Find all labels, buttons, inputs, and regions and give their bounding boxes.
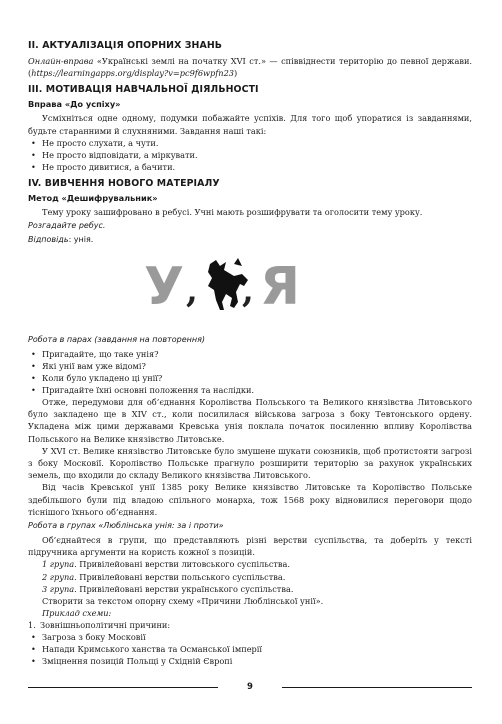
scheme-list xyxy=(28,631,472,667)
history-paragraph-2: У XVI ст. Велике князівство Литовське було змушене шукати союзників, щоб протистояти загрозі з боку Московії. Королівство Польське прагнуло розширити територію за рахунок українських земель, що входили до складу Великого князівства Литовського. xyxy=(28,445,472,481)
group-2-label: 2 група. xyxy=(42,571,77,582)
scheme-example-label: Приклад схеми: xyxy=(42,608,112,619)
exercise-title: Вправа «До успіху» xyxy=(28,99,121,110)
online-exercise-text: «Українські землі на початку XVI ст.» — співвіднести територію до певної держави. ( xyxy=(28,56,472,79)
rebus-comma: , xyxy=(186,271,198,312)
footer-rule-right xyxy=(282,687,472,688)
online-exercise-label: Онлайн-вправа xyxy=(28,56,94,66)
list-item: • Які унії вам уже відомі? xyxy=(28,360,472,372)
groups-task-title: Робота в групах «Люблінська унія: за і проти» xyxy=(28,521,224,531)
method-paragraph: Тему уроку зашифровано в ребусі. Учні мають розшифрувати та оголосити тему уроку. xyxy=(42,206,423,217)
list-item: • Пригадайте, що таке унія? xyxy=(28,348,472,360)
pairs-list xyxy=(28,348,472,396)
method-title: Метод «Дешифрувальник» xyxy=(28,192,158,203)
online-exercise-link[interactable]: https://learningapps.org/display?v=pc9f6wpfn23 xyxy=(31,68,234,79)
motivation-paragraph: Усміхніться одне одному, подумки побажайте успіхів. Для того щоб упоратися із завданнями, будьте старанними й слухняними. Завдання наші такі: xyxy=(28,113,472,136)
rebus-image xyxy=(28,250,472,330)
rebus-comma: , xyxy=(242,271,254,312)
page-number: 9 xyxy=(247,682,253,692)
list-item: • Коли було укладено ці унії? xyxy=(28,372,472,384)
rebus-letter-ya: Я xyxy=(260,257,301,318)
list-item: • Не просто слухати, а чути. xyxy=(28,137,472,149)
list-item: • Напади Кримського ханства та Османської імперії xyxy=(28,643,472,655)
group-2 xyxy=(28,571,472,583)
list-item: • Загроза з боку Московії xyxy=(28,631,472,643)
list-item: • Зміцнення позицій Польщі у Східній Європі xyxy=(28,655,472,667)
group-1 xyxy=(28,558,472,570)
group-1-label: 1 група. xyxy=(42,559,77,570)
section-2-heading: ІІ. АКТУАЛІЗАЦІЯ ОПОРНИХ ЗНАНЬ xyxy=(28,40,223,51)
history-paragraph-1: Отже, передумови для об’єднання Королівства Польського та Великого князівства Литовського було закладено ще в XIV ст., коли посилилася військова загроза з боку Тевтонського ордену. Укладена між цими державами Кревська унія поклала початок посиленню впливу Королівства Польського на Велике князівство Литовське. xyxy=(28,397,472,444)
scheme-numbered-list xyxy=(28,619,472,631)
section-4-heading: ІV. ВИВЧЕННЯ НОВОГО МАТЕРІАЛУ xyxy=(28,177,220,189)
group-3 xyxy=(28,583,472,595)
group-2-text: Привілейовані верстви польського суспільства. xyxy=(76,571,286,582)
group-3-text: Привілейовані верстви українського суспільства. xyxy=(76,583,294,594)
list-item: • Не просто відповідати, а міркувати. xyxy=(28,149,472,161)
scheme-example xyxy=(28,607,472,619)
scheme-task: Створити за текстом опорну схему «Причини Люблінської унії». xyxy=(42,596,324,607)
pairs-task-title: Робота в парах (завдання на повторення) xyxy=(28,335,206,345)
motivation-list xyxy=(28,137,472,173)
section-3-heading: ІІІ. МОТИВАЦІЯ НАВЧАЛЬНОЇ ДІЯЛЬНОСТІ xyxy=(28,84,259,96)
page-footer xyxy=(28,680,472,694)
rebus-answer xyxy=(28,234,472,246)
online-exercise-end: ) xyxy=(234,68,238,79)
list-item: 1. Зовнішньополітичні причини: xyxy=(28,619,472,631)
history-paragraph-3: Від часів Кревської унії 1385 року Велике князівство Литовське та Королівство Польське здебільшого були під владою спільного монарха, тож 1568 року відновилися переговори щодо тіснішого їхнього об’єднання. xyxy=(28,482,472,517)
page-content xyxy=(28,40,472,667)
list-item: • Пригадайте їхні основні положення та наслідки. xyxy=(28,384,472,396)
answer-label: Відповідь xyxy=(28,235,69,245)
answer-value: : унія. xyxy=(68,235,94,245)
group-1-text: Привілейовані верстви литовського суспільства. xyxy=(76,559,291,570)
list-item: • Не просто дивитися, а бачити. xyxy=(28,161,472,173)
rebus-letter-u: У xyxy=(144,257,185,318)
rebus-instruction: Розгадайте ребус. xyxy=(28,221,106,231)
groups-paragraph: Об’єднайтеся в групи, що представляють різні верстви суспільства, та доберіть у тексті підручника аргументи на користь кожної з позицій. xyxy=(28,535,472,558)
group-3-label: 3 група. xyxy=(42,583,77,594)
online-exercise-paragraph xyxy=(28,55,472,79)
